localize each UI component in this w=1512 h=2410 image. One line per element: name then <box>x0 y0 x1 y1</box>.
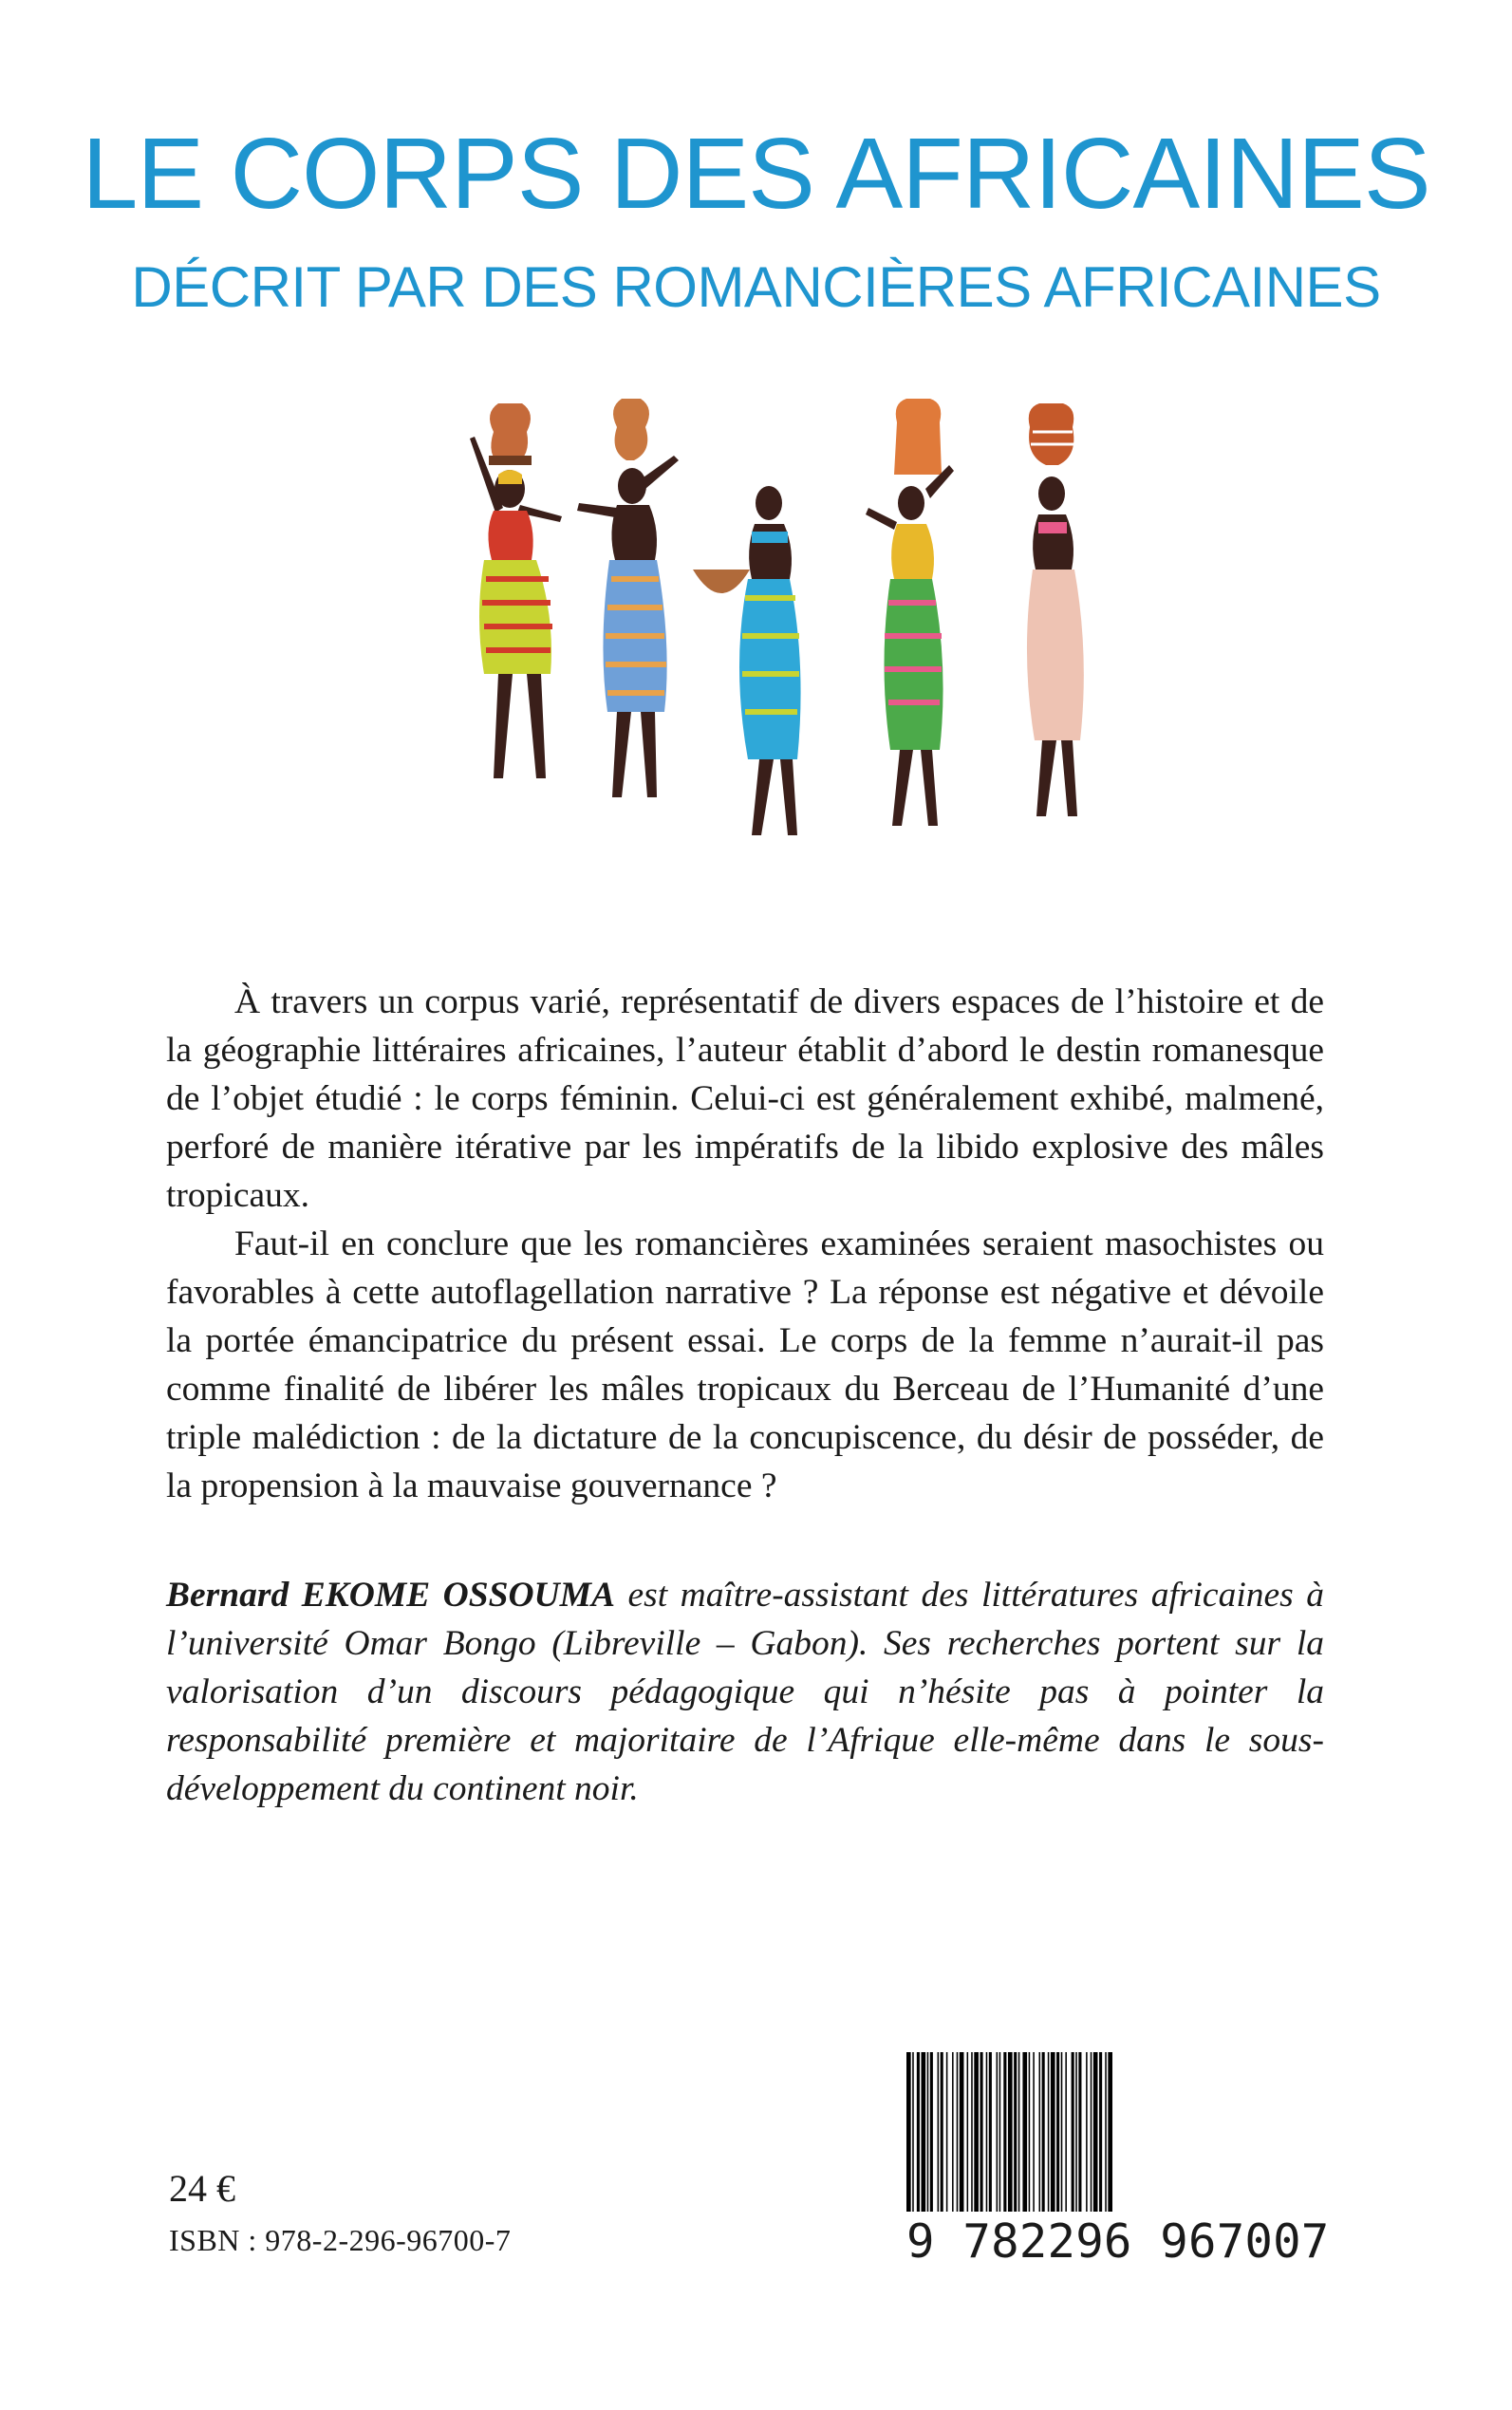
author-bio <box>166 1571 1324 1813</box>
african-women-illustration <box>446 399 1167 911</box>
price-label: 24 € <box>169 2167 235 2210</box>
summary-text <box>166 978 1324 1510</box>
woman-figure-3 <box>693 486 801 835</box>
book-subtitle: DÉCRIT PAR DES ROMANCIÈRES AFRICAINES <box>131 255 1381 319</box>
author-name: Bernard EKOME OSSOUMA <box>166 1576 615 1615</box>
barcode-digits: 9 782296 967007 <box>906 2212 1297 2272</box>
isbn-label: ISBN : 978-2-296-96700-7 <box>169 2223 512 2257</box>
woman-figure-4 <box>866 399 954 826</box>
woman-figure-2 <box>577 399 679 797</box>
summary-paragraph: À travers un corpus varié, représentatif de divers espaces de l’histoire et de la géographie littéraires africaines, l’auteur établit d’abord le destin romanesque de l’objet étudié : le corps féminin. Celui-ci est généralement exhibé, malmené, perforé de manière itérative par les impératifs de la libido explosive des mâles tropicaux. <box>166 982 1324 1215</box>
summary-paragraph: Faut-il en conclure que les romancières examinées seraient masochistes ou favorables à cette autoflagellation narrative ? La réponse est négative et dévoile la portée émancipatrice du présent essai. Le corps de la femme n’aurait-il pas comme finalité de libérer les mâles tropicaux du Berceau de l’Humanité d’une triple malédiction : de la dictature de la concupiscence, du désir de posséder, de la propension à la mauvaise gouvernance ? <box>166 1224 1324 1505</box>
book-title: LE CORPS DES AFRICAINES <box>82 118 1430 230</box>
author-bio-text: est maître-assistant des littératures africaines à l’université Omar Bongo (Libreville – Gabon). Ses recherches portent sur la valorisation d’un discours pédagogique qui n’hésite pas à pointer la responsabilité première et majoritaire de l’Afrique elle-même dans le sous-développement du continent noir. <box>166 1576 1324 1808</box>
woman-figure-1 <box>470 403 562 778</box>
woman-figure-5 <box>1027 403 1084 816</box>
